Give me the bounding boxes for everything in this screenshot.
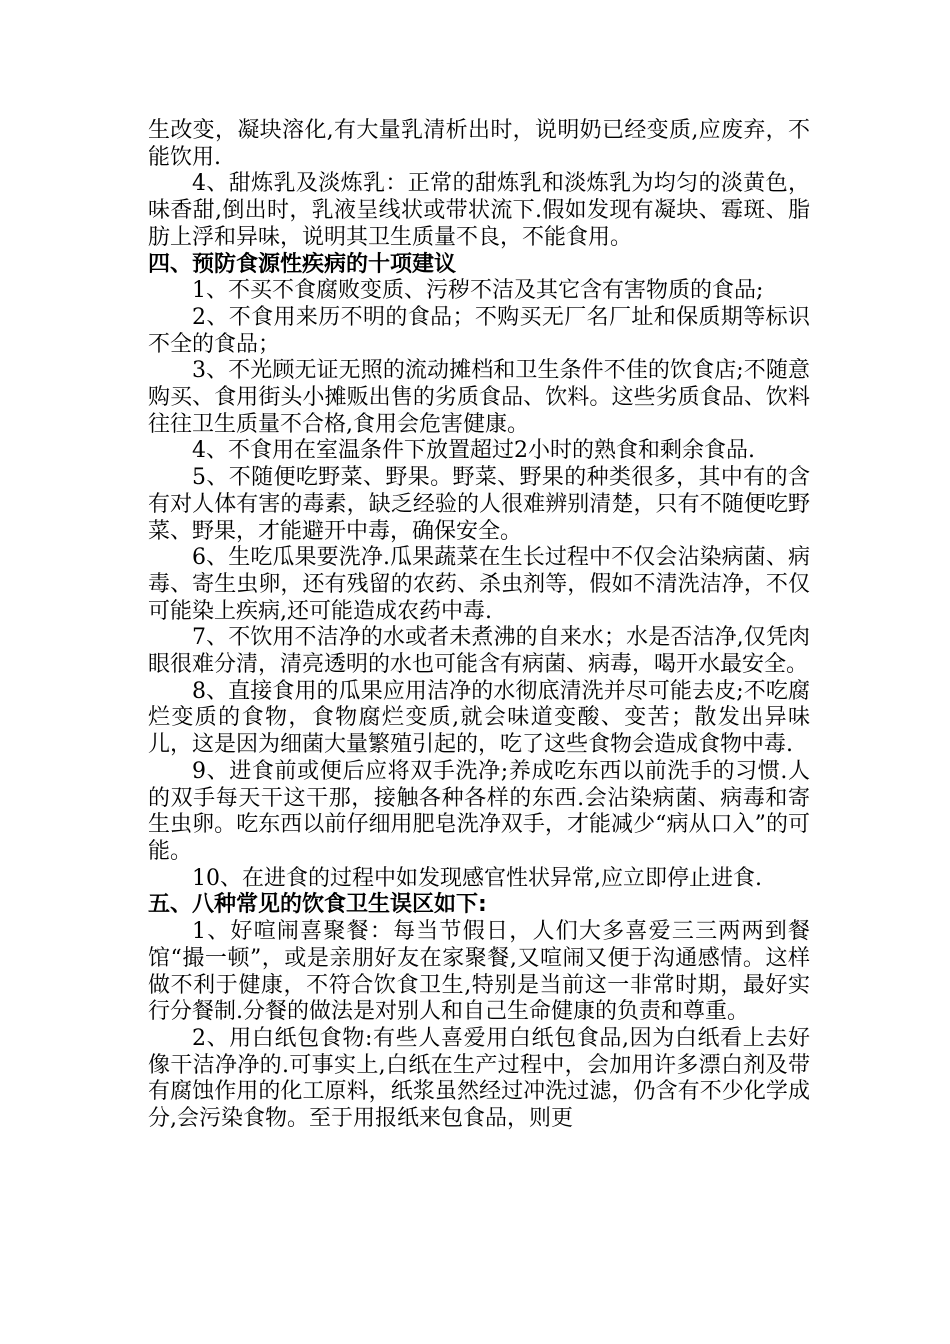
section-4-item-8: 8、直接食用的瓜果应用洁净的水彻底清洗并尽可能去皮;不吃腐烂变质的食物，食物腐烂变质,就会味道变酸、变苦；散发出异味儿，这是因为细菌大量繁殖引起的，吃了这些食物会造成食物中毒. xyxy=(148,678,810,758)
section-4-item-10: 10、在进食的过程中如发现感官性状异常,应立即停止进食. xyxy=(192,865,762,891)
section-4-item-6: 6、生吃瓜果要洗净.瓜果蔬菜在生长过程中不仅会沾染病菌、病毒、寄生虫卵，还有残留的农药、杀虫剂等，假如不清洗洁净，不仅可能染上疾病,还可能造成农药中毒. xyxy=(148,545,810,624)
section-4-item-5: 5、不随便吃野菜、野果。野菜、野果的种类很多，其中有的含有对人体有害的毒素，缺乏经验的人很难辨别清楚，只有不随便吃野菜、野果，才能避开中毒，确保安全。 xyxy=(148,465,810,544)
section-4-item-7: 7、不饮用不洁净的水或者未煮沸的自来水；水是否洁净,仅凭肉眼很难分清，清亮透明的水也可能含有病菌、病毒，喝开水最安全。 xyxy=(148,625,810,678)
condensed-milk-paragraph: 4、甜炼乳及淡炼乳：正常的甜炼乳和淡炼乳为均匀的淡黄色，味香甜,倒出时，乳液呈线状或带状流下.假如发现有凝块、霉斑、脂肪上浮和异味，说明其卫生质量不良，不能食用。 xyxy=(148,171,810,250)
section-5-heading: 五、八种常见的饮食卫生误区如下: xyxy=(148,892,487,918)
section-4-item-1: 1、不买不食腐败变质、污秽不洁及其它含有害物质的食品; xyxy=(192,278,764,304)
section-4-item-9: 9、进食前或便后应将双手洗净;养成吃东西以前洗手的习惯.人的双手每天干这干那，接触各种各样的东西.会沾染病菌、病毒和寄生虫卵。吃东西以前仔细用肥皂洗净双手，才能减少“病从口入”的可能。 xyxy=(148,758,810,864)
continuation-paragraph: 生改变，凝块溶化,有大量乳清析出时，说明奶已经变质,应废弃，不能饮用. xyxy=(148,118,810,170)
section-4-item-2: 2、不食用来历不明的食品；不购买无厂名厂址和保质期等标识不全的食品； xyxy=(148,304,810,357)
section-5-item-2: 2、用白纸包食物:有些人喜爱用白纸包食品,因为白纸看上去好像干洁净净的.可事实上,白纸在生产过程中，会加用许多漂白剂及带有腐蚀作用的化工原料，纸浆虽然经过冲洗过滤，仍含有不少化学成分,会污染食物。至于用报纸来包食品，则更 xyxy=(148,1025,810,1132)
section-5-item-1: 1、好喧闹喜聚餐：每当节假日，人们大多喜爱三三两两到餐馆“撮一顿”，或是亲朋好友在家聚餐,又喧闹又便于沟通感情。这样做不利于健康，不符合饮食卫生,特别是当前这一非常时期，最好实行分餐制.分餐的做法是对别人和自己生命健康的负责和尊重。 xyxy=(148,919,810,1025)
section-4-item-3: 3、不光顾无证无照的流动摊档和卫生条件不佳的饮食店;不随意购买、食用街头小摊贩出售的劣质食品、饮料。这些劣质食品、饮料往往卫生质量不合格,食用会危害健康。 xyxy=(148,358,810,437)
section-4-item-4: 4、不食用在室温条件下放置超过2小时的熟食和剩余食品. xyxy=(192,438,755,464)
section-4-heading: 四、预防食源性疾病的十项建议 xyxy=(148,251,457,277)
